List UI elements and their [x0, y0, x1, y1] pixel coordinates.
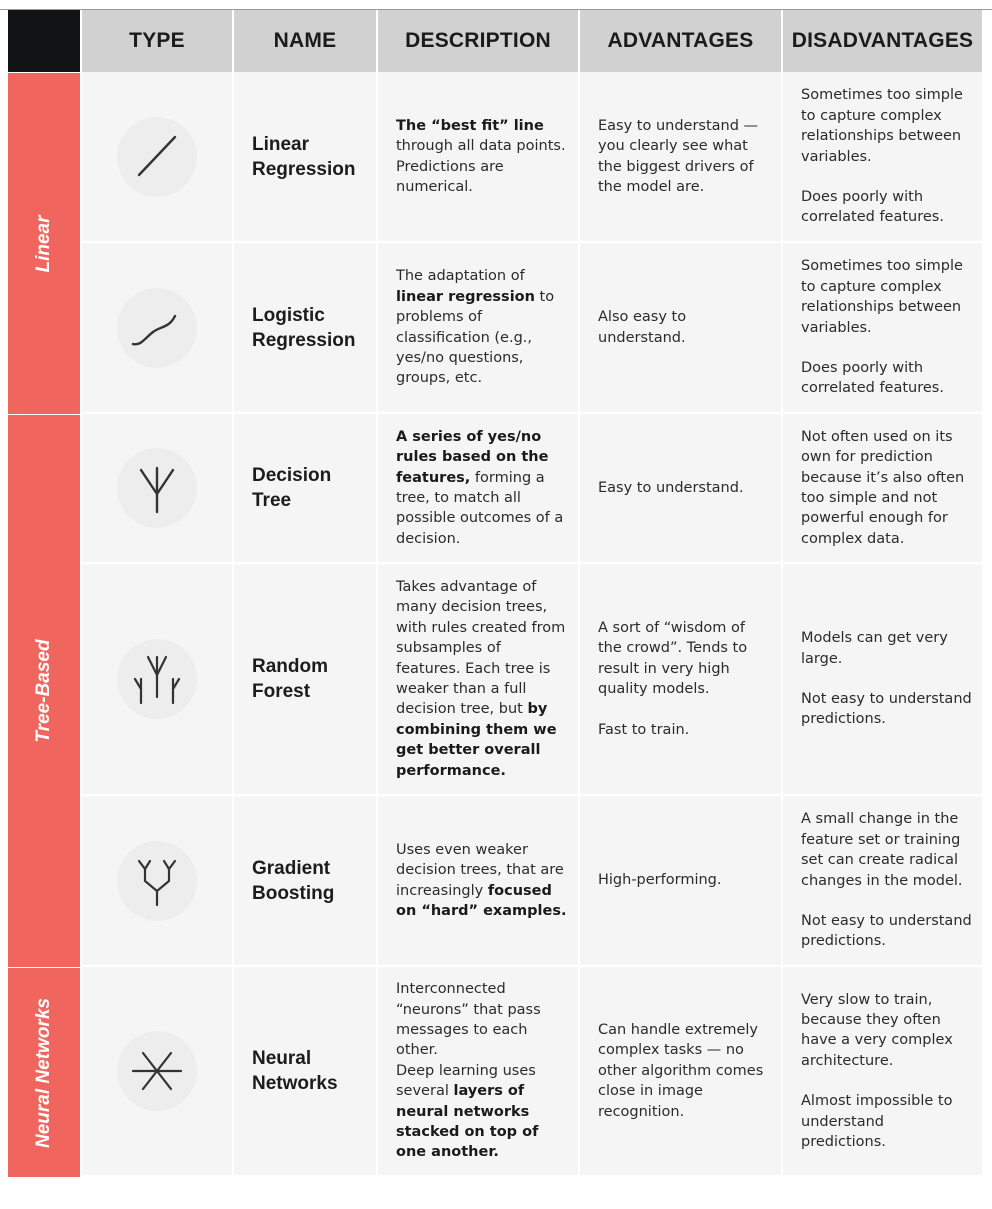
forest-icon — [117, 639, 197, 719]
category-label: Tree-Based — [33, 639, 54, 743]
category-label: Neural Networks — [33, 997, 54, 1148]
header-name: NAME — [232, 10, 376, 72]
adv-text: Easy to understand. — [598, 479, 744, 496]
adv-text: Easy to understand — you clearly see what the biggest drivers of the model are. — [598, 117, 759, 195]
desc-bold: layers of neural networks stacked on top of one another. — [396, 1083, 539, 1161]
name-line: Gradient — [252, 857, 331, 879]
dis-text: Sometimes too simple to capture complex relationships between variables. — [801, 258, 963, 336]
description-cell — [376, 564, 578, 796]
adv-text: A sort of “wisdom of the crowd”. Tends to result in very high quality models. — [598, 619, 748, 698]
name-line: Boosting — [252, 882, 335, 904]
type-cell — [80, 564, 232, 796]
dis-text: Not easy to understand predictions. — [801, 912, 972, 950]
adv-text: Also easy to understand. — [598, 309, 687, 346]
dis-text: Models can get very large. — [801, 630, 948, 667]
adv-text: Fast to train. — [598, 721, 690, 738]
dis-text: Does poorly with correlated features. — [801, 359, 944, 397]
description-cell — [376, 72, 578, 243]
desc-text: Takes advantage of many decision trees, with rules created from subsamples of features. Each tree is weaker than a full decision tree, but — [396, 578, 566, 718]
advantages-cell — [578, 564, 781, 796]
description-cell — [376, 243, 578, 414]
desc-text: forming a tree, to match all possible outcomes of a decision. — [396, 469, 564, 547]
name-line: Networks — [252, 1073, 338, 1094]
name-cell — [232, 564, 376, 796]
name-line: Regression — [252, 158, 356, 180]
name-line: Random — [252, 656, 328, 677]
desc-text: through all data points. Predictions are numerical. — [396, 138, 566, 195]
name-line: Forest — [252, 681, 311, 702]
header-advantages: ADVANTAGES — [578, 10, 781, 72]
name-cell — [232, 414, 376, 564]
description-cell — [376, 796, 578, 967]
advantages-cell — [578, 967, 781, 1177]
dis-text: Not often used on its own for prediction because it’s also often too simple and not powerful enough for complex data. — [801, 428, 965, 547]
desc-bold: A series of yes/no rules based on the features, — [396, 428, 549, 486]
desc-text: Deep learning uses several — [396, 1062, 536, 1100]
header-description: DESCRIPTION — [376, 10, 578, 72]
name-line: Neural — [252, 1048, 312, 1069]
name-cell — [232, 72, 376, 243]
disadvantages-cell — [781, 243, 982, 414]
header-disadvantages: DISADVANTAGES — [781, 10, 982, 72]
adv-text: High-performing. — [598, 872, 722, 889]
description-cell — [376, 414, 578, 564]
type-cell — [80, 967, 232, 1177]
name-line: Linear — [252, 133, 310, 155]
name-cell — [232, 796, 376, 967]
dis-text: Not easy to understand predictions. — [801, 691, 972, 728]
adv-text: Can handle extremely complex tasks — no other algorithm comes close in image recognition. — [598, 1021, 764, 1120]
disadvantages-cell — [781, 967, 982, 1177]
header-corner — [8, 10, 80, 72]
name-line: Logistic — [252, 304, 325, 326]
desc-bold: linear regression — [396, 288, 535, 305]
category-neural-networks — [8, 967, 80, 1177]
gradient-boosting-icon — [117, 841, 197, 921]
disadvantages-cell — [781, 796, 982, 967]
desc-text: Uses even weaker decision trees, that are increasingly — [396, 841, 564, 899]
desc-text: The adaptation of — [396, 268, 525, 285]
disadvantages-cell — [781, 72, 982, 243]
category-linear — [8, 72, 80, 414]
type-cell — [80, 72, 232, 243]
name-line: Tree — [252, 490, 292, 511]
type-cell — [80, 243, 232, 414]
advantages-cell — [578, 414, 781, 564]
name-cell — [232, 967, 376, 1177]
description-cell — [376, 967, 578, 1177]
dis-text: Very slow to train, because they often have a very complex architecture. — [801, 991, 953, 1069]
name-line: Decision — [252, 465, 332, 486]
dis-text: Does poorly with correlated features. — [801, 188, 944, 226]
dis-text: Almost impossible to understand predictions. — [801, 1093, 953, 1151]
disadvantages-cell — [781, 414, 982, 564]
desc-bold: focused on “hard” examples. — [396, 882, 567, 919]
line-icon — [117, 117, 197, 197]
neuron-star-icon — [117, 1031, 197, 1111]
advantages-cell — [578, 243, 781, 414]
type-cell — [80, 414, 232, 564]
advantages-cell — [578, 796, 781, 967]
dis-text: Sometimes too simple to capture complex relationships between variables. — [801, 87, 963, 165]
dis-text: A small change in the feature set or training set can create radical changes in the model. — [801, 811, 963, 889]
type-cell — [80, 796, 232, 967]
category-label: Linear — [33, 214, 54, 273]
name-cell — [232, 243, 376, 414]
desc-text: to problems of classification (e.g., yes/no questions, groups, etc. — [396, 288, 555, 387]
disadvantages-cell — [781, 564, 982, 796]
desc-bold: The “best fit” line — [396, 117, 544, 134]
desc-bold: by combining them we get better overall performance. — [396, 701, 557, 779]
header-type: TYPE — [80, 10, 232, 72]
name-line: Regression — [252, 329, 356, 351]
advantages-cell — [578, 72, 781, 243]
category-tree-based — [8, 414, 80, 967]
s-curve-icon — [117, 288, 197, 368]
tree-icon — [117, 448, 197, 528]
ml-algorithms-table — [8, 10, 982, 1178]
desc-text: Interconnected “neurons” that pass messages to each other. — [396, 981, 541, 1059]
